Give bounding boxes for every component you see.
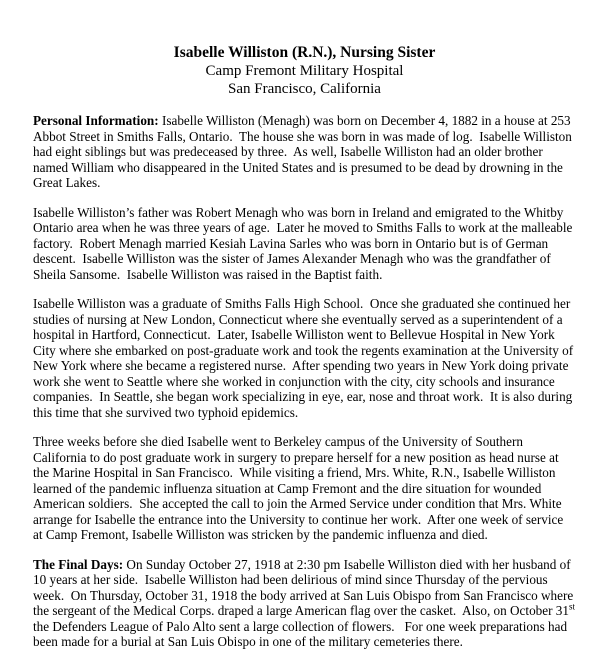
paragraph-family [33, 205, 576, 283]
personal-information-text: Isabelle Williston (Menagh) was born on December 4, 1882 in a house at 253 Abbot Street in Smiths Falls, Ontario. The house she was born in was made of log. Isabelle Williston had eight siblings but was predeceased by three. As well, Isabelle Williston had an older brother named William who disappeared in the United States and is presumed to be dead by drowning in the Great Lakes. [33, 113, 576, 190]
family-text: Isabelle Williston’s father was Robert Menagh who was born in Ireland and emigrated to the Whitby Ontario area when he was three years of age. Later he moved to Smiths Falls to work at the malleable factory. Robert Menagh married Kesiah Lavina Sarles who was born in Ontario but is of German descent. Isabelle Williston was the sister of James Alexander Menagh who was the grandfather of Sheila Sansome. Isabelle Williston was raised in the Baptist faith. [33, 204, 576, 282]
final-days-text-2: the Defenders League of Palo Alto sent a large collection of flowers. For one week preparations had been made for a burial at San Luis Obispo in one of the military cemeteries there. [33, 603, 579, 649]
education-career-text: Isabelle Williston was a graduate of Smiths Falls High School. Once she graduated she continued her studies of nursing at New London, Connecticut where she eventually served as a superintendent of a hospital in Hartford, Connecticut. Later, Isabelle Williston went to Bellevue Hospital in New York City where she embarked on post-graduate work and took the regents examination at the University of New York where she became a registered nurse. After spending two years in New York doing private work she went to Seattle where she worked in conjunction with the city, city schools and insurance companies. In Seattle, she began work specializing in eye, ear, nose and throat work. It is also during this time that she survived two typhoid epidemics. [33, 296, 577, 420]
paragraph-final-weeks [33, 434, 576, 543]
subtitle-location: San Francisco, California [228, 81, 381, 97]
title-block [33, 44, 576, 98]
paragraph-personal-information [33, 113, 576, 191]
final-weeks-text: Three weeks before she died Isabelle went to Berkeley campus of the University of Southern California to do post graduate work in surgery to prepare herself for a new position as head nurse at the Marine Hospital in San Francisco. While visiting a friend, Mrs. White, R.N., Isabelle Williston learned of the pandemic influenza situation at Camp Fremont and the dire situation for wounded American soldiers. She accepted the call to join the Armed Service under condition that Mrs. White arrange for Isabelle the entrance into the University to continue her work. After one week of service at Camp Fremont, Isabelle Williston was stricken by the pandemic influenza and died. [33, 434, 567, 542]
personal-information-heading: Personal Information: [33, 113, 159, 128]
ordinal-superscript: st [569, 601, 576, 612]
final-days-heading: The Final Days: [33, 556, 124, 572]
paragraph-education-career [33, 296, 576, 420]
subtitle-hospital: Camp Fremont Military Hospital [205, 63, 404, 79]
paragraph-final-days [33, 556, 579, 650]
page-title: Isabelle Williston (R.N.), Nursing Sister [173, 44, 436, 61]
final-days-text-1: On Sunday October 27, 1918 at 2:30 pm Isabelle Williston died with her husband of 10 years at her side. Isabelle Williston had been delirious of mind since Thursday of the pervious week. On Thursday, October 31, 1918 the body arrived at San Luis Obispo from San Francisco where the sergeant of the Medical Corps. draped a large American flag over the casket. Also, on October 31 [33, 556, 577, 618]
